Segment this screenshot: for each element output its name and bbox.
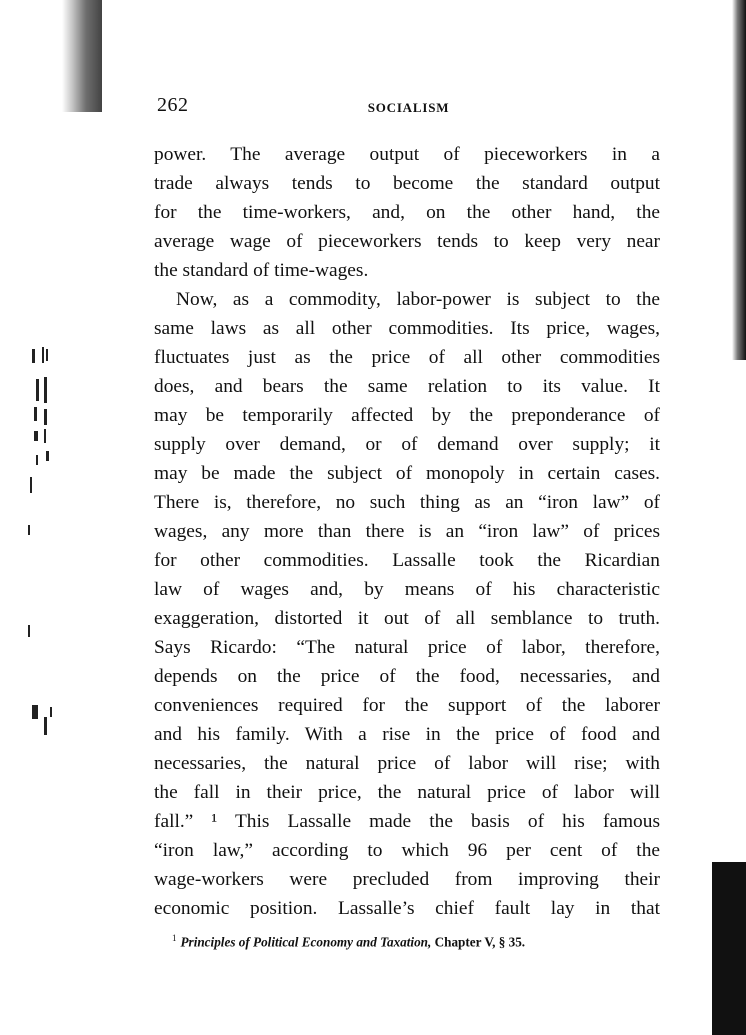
- text-line: may be made the subject of monopoly in certain cases.: [154, 463, 660, 484]
- margin-bleed-marks: [28, 345, 58, 745]
- text-line: trade always tends to become the standard output: [154, 173, 660, 194]
- text-line: There is, therefore, no such thing as an “iron law” of: [154, 492, 660, 513]
- text-line: same laws as all other commodities. Its price, wages,: [154, 318, 660, 339]
- text-line: may be temporarily affected by the preponderance of: [154, 405, 660, 426]
- text-line: for the time-workers, and, on the other hand, the: [154, 202, 660, 223]
- text-line: “iron law,” according to which 96 per cent of the: [154, 840, 660, 861]
- running-title: SOCIALISM: [367, 100, 450, 115]
- text-line: conveniences required for the support of the laborer: [154, 695, 660, 716]
- text-line: does, and bears the same relation to its value. It: [154, 376, 660, 397]
- text-line: the standard of time-wages.: [154, 260, 369, 281]
- scan-shadow-top-right: [732, 0, 746, 360]
- text-line: fall.” ¹ This Lassalle made the basis of his famous: [154, 811, 660, 832]
- text-line: wage-workers were precluded from improving their: [154, 869, 660, 890]
- text-line: supply over demand, or of demand over supply; it: [154, 434, 660, 455]
- text-line: exaggeration, distorted it out of all semblance to truth.: [154, 608, 660, 629]
- scan-shadow-bottom-right: [712, 862, 746, 1035]
- scan-left-margin: [0, 0, 26, 1035]
- text-line: necessaries, the natural price of labor will rise; with: [154, 753, 660, 774]
- text-line: average wage of pieceworkers tends to keep very near: [154, 231, 660, 252]
- page-number: 262: [157, 94, 189, 116]
- text-line: Now, as a commodity, labor-power is subject to the: [176, 289, 660, 310]
- text-line: the fall in their price, the natural price of labor will: [154, 782, 660, 803]
- footnote-reference: Chapter V, § 35.: [434, 934, 526, 950]
- text-line: Says Ricardo: “The natural price of labor, therefore,: [154, 637, 660, 658]
- text-line: and his family. With a rise in the price of food and: [154, 724, 660, 745]
- text-line: depends on the price of the food, necessaries, and: [154, 666, 660, 687]
- text-line: power. The average output of pieceworkers in a: [154, 144, 660, 165]
- text-line: for other commodities. Lassalle took the Ricardian: [154, 550, 660, 571]
- text-line: wages, any more than there is an “iron law” of prices: [154, 521, 660, 542]
- text-line: economic position. Lassalle’s chief fault lay in that: [154, 898, 660, 919]
- text-line: law of wages and, by means of his characteristic: [154, 579, 660, 600]
- page-header: [157, 94, 660, 120]
- footnote: [172, 933, 642, 950]
- scan-shadow-top-left: [62, 0, 102, 112]
- text-line: fluctuates just as the price of all other commodities: [154, 347, 660, 368]
- footnote-title: Principles of Political Economy and Taxation,: [180, 934, 432, 950]
- body-text: [154, 140, 660, 923]
- footnote-marker: 1: [172, 933, 177, 943]
